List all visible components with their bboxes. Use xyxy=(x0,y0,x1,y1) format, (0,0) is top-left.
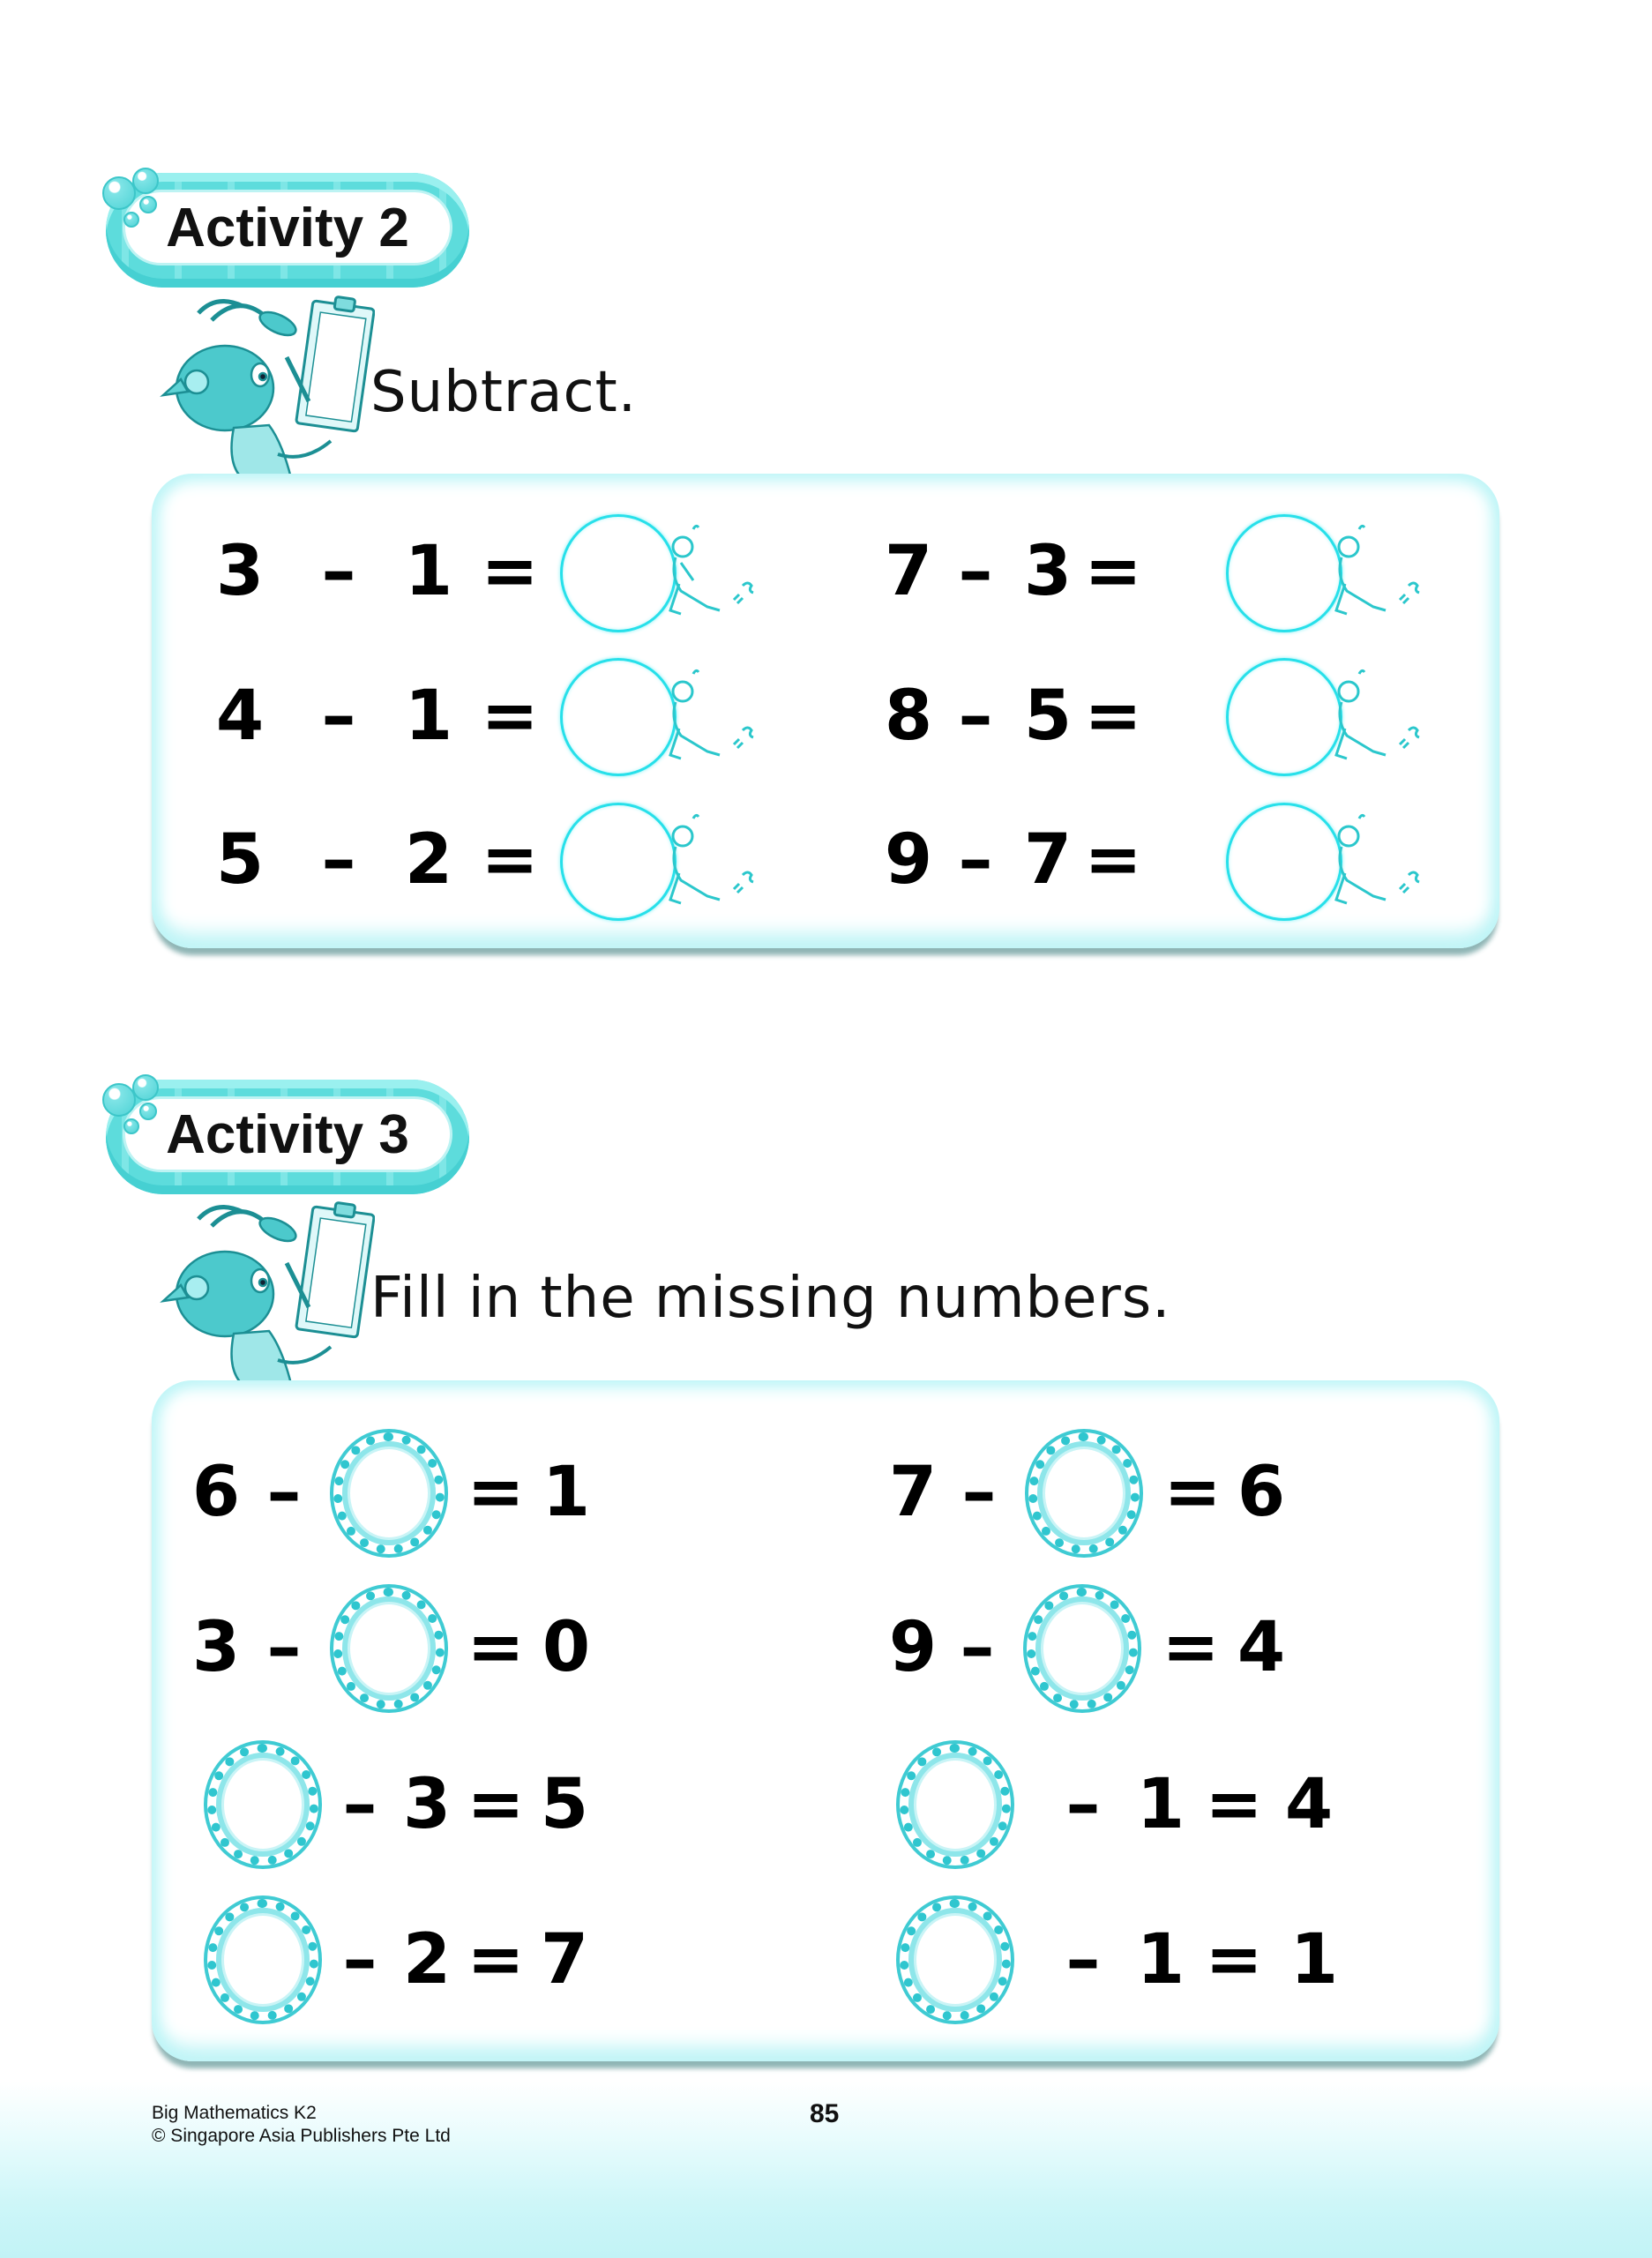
minus-sign: – xyxy=(321,532,356,611)
operand-a: 7 xyxy=(888,1453,938,1532)
minus-sign: – xyxy=(342,1765,377,1844)
result: 4 xyxy=(1237,1608,1286,1687)
operand-b: 1 xyxy=(1136,1920,1185,2000)
minus-sign: – xyxy=(958,820,993,900)
equals-sign: = xyxy=(1205,1765,1263,1844)
result: 1 xyxy=(542,1453,591,1532)
minus-sign: – xyxy=(266,1453,302,1532)
answer-circle-input[interactable] xyxy=(1226,514,1342,632)
boy-pushing-icon xyxy=(1329,811,1435,917)
operand-a: 9 xyxy=(888,1608,938,1687)
missing-number-input[interactable] xyxy=(1027,1588,1138,1709)
equals-sign: = xyxy=(1163,1453,1222,1532)
activity-3-instruction: Fill in the missing numbers. xyxy=(370,1266,1171,1331)
operand-b: 3 xyxy=(402,1765,452,1844)
missing-number-input[interactable] xyxy=(333,1588,445,1709)
minus-sign: – xyxy=(342,1920,377,2000)
ant-with-clipboard-icon xyxy=(146,1201,375,1395)
result: 1 xyxy=(1289,1920,1339,2000)
answer-circle-input[interactable] xyxy=(560,514,676,632)
operand-a: 7 xyxy=(884,532,933,611)
activity-3-badge xyxy=(106,1080,469,1194)
activity-2-badge-inner xyxy=(125,192,450,263)
minus-sign: – xyxy=(321,677,356,756)
operand-a: 9 xyxy=(884,820,933,900)
operand-b: 1 xyxy=(404,677,453,756)
activity-3-badge-inner xyxy=(125,1099,450,1170)
operand-a: 3 xyxy=(191,1608,241,1687)
boy-pushing-icon xyxy=(663,811,769,917)
minus-sign: – xyxy=(960,1608,995,1687)
bubble-icon xyxy=(102,176,136,210)
equals-sign: = xyxy=(1084,820,1142,900)
bubble-icon xyxy=(139,1103,157,1120)
equals-sign: = xyxy=(467,1608,525,1687)
result: 0 xyxy=(542,1608,591,1687)
bubble-icon xyxy=(123,1118,139,1134)
missing-number-input[interactable] xyxy=(333,1432,445,1554)
minus-sign: – xyxy=(958,677,993,756)
equals-sign: = xyxy=(1084,532,1142,611)
minus-sign: – xyxy=(961,1453,997,1532)
missing-number-input[interactable] xyxy=(1028,1432,1140,1554)
operand-b: 5 xyxy=(1023,677,1073,756)
result: 5 xyxy=(540,1765,589,1844)
activity-2-badge xyxy=(106,173,469,288)
result: 4 xyxy=(1284,1765,1334,1844)
equals-sign: = xyxy=(467,1453,525,1532)
bubble-icon xyxy=(139,196,157,213)
missing-number-input[interactable] xyxy=(900,1744,1011,1865)
operand-b: 1 xyxy=(404,532,453,611)
missing-number-input[interactable] xyxy=(207,1744,318,1865)
result: 6 xyxy=(1237,1453,1286,1532)
missing-number-input[interactable] xyxy=(900,1899,1011,2021)
operand-b: 2 xyxy=(402,1920,452,2000)
copyright: © Singapore Asia Publishers Pte Ltd xyxy=(152,2126,451,2146)
result: 7 xyxy=(540,1920,589,2000)
operand-a: 6 xyxy=(191,1453,241,1532)
operand-a: 3 xyxy=(215,532,265,611)
equals-sign: = xyxy=(481,677,539,756)
operand-b: 3 xyxy=(1023,532,1073,611)
boy-pushing-icon xyxy=(663,522,769,628)
activity-3-title: Activity 3 xyxy=(166,1103,409,1165)
activity-2-title: Activity 2 xyxy=(166,197,409,258)
operand-b: 7 xyxy=(1023,820,1073,900)
minus-sign: – xyxy=(321,820,356,900)
ant-with-clipboard-icon xyxy=(146,295,375,490)
page-number: 85 xyxy=(810,2099,840,2128)
answer-circle-input[interactable] xyxy=(560,658,676,776)
boy-pushing-icon xyxy=(1329,522,1435,628)
equals-sign: = xyxy=(467,1765,525,1844)
missing-number-input[interactable] xyxy=(207,1899,318,2021)
equals-sign: = xyxy=(1162,1608,1220,1687)
operand-a: 8 xyxy=(884,677,933,756)
answer-circle-input[interactable] xyxy=(1226,803,1342,921)
equals-sign: = xyxy=(467,1920,525,2000)
equals-sign: = xyxy=(1205,1920,1263,2000)
bubble-icon xyxy=(132,1074,159,1101)
minus-sign: – xyxy=(266,1608,302,1687)
minus-sign: – xyxy=(1065,1765,1101,1844)
answer-circle-input[interactable] xyxy=(1226,658,1342,776)
equals-sign: = xyxy=(481,820,539,900)
book-title: Big Mathematics K2 xyxy=(152,2103,317,2123)
boy-pushing-icon xyxy=(663,667,769,773)
operand-a: 5 xyxy=(215,820,265,900)
activity-2-instruction: Subtract. xyxy=(370,360,638,425)
bubble-icon xyxy=(132,168,159,194)
operand-b: 2 xyxy=(404,820,453,900)
answer-circle-input[interactable] xyxy=(560,803,676,921)
bubble-icon xyxy=(123,212,139,228)
equals-sign: = xyxy=(481,532,539,611)
operand-b: 1 xyxy=(1136,1765,1185,1844)
equals-sign: = xyxy=(1084,677,1142,756)
boy-pushing-icon xyxy=(1329,667,1435,773)
minus-sign: – xyxy=(958,532,993,611)
bubble-icon xyxy=(102,1083,136,1117)
minus-sign: – xyxy=(1065,1920,1101,2000)
operand-a: 4 xyxy=(215,677,265,756)
